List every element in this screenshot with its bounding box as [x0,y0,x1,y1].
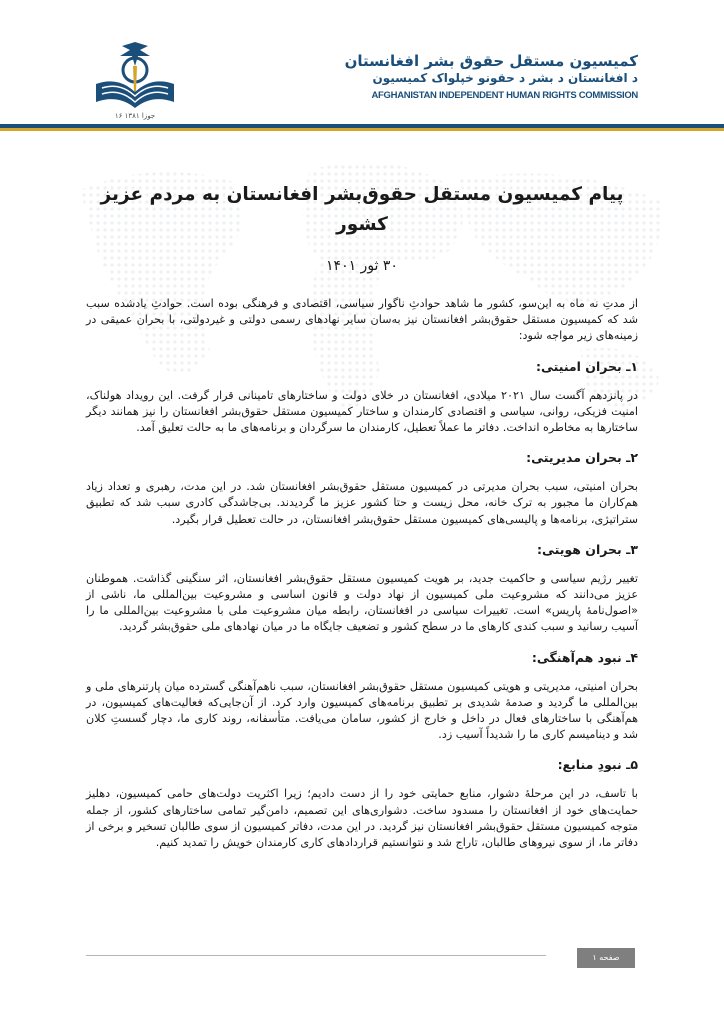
section-text-security: در پانزدهم آگست سال ۲۰۲۱ میلادی، افغانستان در خلای دولت و ساختارهای تامینانی قرار گرفت. این رویداد هولناک، امنیت فزیکی، روانی، سیاسی و اقتصادی کارمندان و ساختار کمیسیون مستقل حقوق‌بشر افغانستان را نیز همانند دیگر ساختارها به مخاطره انداخت. دفاتر ما عملاً تعطیل، کارمندان ما سرگردان و برنامه‌های ما به حالت تعلیق آمد. [86,388,638,435]
section-text-management: بحران امنیتی، سبب بحران مدیرتی در کمیسیون مستقل حقوق‌بشر افغانستان شد. در این مدت، رهبری و تعداد زیاد هم‌کاران ما مجبور به ترک خانه، محل زیست و حتا کشور عزیز ما گردیدند. بی‌جاشدگی کادری سبب شد که تطبیق ستراتیژی، برنامه‌ها و پالیسی‌های کمیسیون مستقل حقوق‌بشر افغانستان، در حالت تعطیل قرار بگیرد. [86,480,638,526]
org-name-english: AFGHANISTAN INDEPENDENT HUMAN RIGHTS COMMISSION [371,90,638,101]
page-number-badge: صفحه ۱ [577,948,635,968]
section-text-resources: با تاسف، در این مرحلهٔ دشوار، منابع حمایتی خود را از دست دادیم؛ زیرا اکثریت دولت‌های حامی کمیسیون، دهلیز حمایت‌های خود از افغانستان را مسدود ساخت. دشواری‌های این تصمیم، دامن‌گیر تمامی ساختارهای کشور، از جمله متوجه کمیسیون مستقل حقوق‌بشر افغانستان نیز گردید. در این مدت، دفاتر کمیسیون از سوی طالبان تسخیر و برخی از دفاتر ما، از سوی نیروهای طالبان، تاراج شد و نتوانستیم قراردادهای کاری کارمندان خویش را تمدید کنیم. [86,787,638,850]
letter-body [86,180,638,851]
intro-paragraph: از مدتِ نه ماه به این‌سو، کشور ما شاهد حوادثِ ناگوار سیاسی، اقتصادی و فرهنگی بوده است. حوادثِ یادشده سبب شد که کمیسیون مستقل حقوق‌بشر افغانستان نیز به‌سان سایر نهادهای رسمی دولتی و غیردولتی، با بحران عمیقی در زمینه‌های زیر مواجه شود: [86,297,638,343]
section-heading-resources: ۵ـ نبودِ منابع: [557,757,638,773]
logo-date: ۱۶ جوزا ۱۳۸۱ [114,112,156,120]
section-text-identity: تغییر رژیم سیاسی و حاکمیت جدید، بر هویت کمیسیون مستقل حقوق‌بشر افغانستان، اثر سنگینی گذاشت. هموطنان عزیز می‌دانند که مشروعیت ملی کمیسیون از نهاد دولت و قانون اساسی و مشروعیت بین‌المللی ما، ناشی از «اصول‌نامهٔ پاریس» است. تغییرات سیاسی در افغانستان، رابطه میان مشروعیت ملی با مشروعیت بین‌المللی ما را آسیب رسانید و سبب کندی کارهای ما در سطح کشور و تضعیف جایگاه ما در میان نهادهای ملی حقوق‌بشر گردید. [86,571,638,634]
commission-logo [88,36,182,116]
section-heading-coordination: ۴ـ نبود هم‌آهنگی: [531,649,638,665]
document-date: ۳۰ ثور ۱۴۰۱ [326,258,398,274]
section-heading-management: ۲ـ بحران مدیریتی: [526,450,638,466]
organization-name-block [345,52,638,101]
section-text-coordination: بحران امنیتی، مدیریتی و هویتی کمیسیون مستقل حقوق‌بشر افغانستان، سبب ناهم‌آهنگی گسترده میان پارتنرهای ملی و بین‌المللی ما گردید و صدمهٔ شدیدی بر تطبیق برنامه‌های کمیسیون وارد کرد. از آن‌جایی‌که فعالیت‌های کمیسیون، در هم‌آهنگی با ساختارهای فعال در داخل و خارج از کشور، سامان می‌یافت. متأسفانه، روند کاری ما، دچار گسستِ کلان شد و دینامیسم کاری ما را شدیداً آسیب زد. [86,679,638,742]
page-header [0,0,724,130]
section-heading-identity: ۳ـ بحران هویتی: [537,541,638,557]
document-title: پیام کمیسیون مستقل حقوق‌بشر افغانستان به مردم عزیز کشور [100,184,624,235]
org-name-pashto: د افغانستان د بشر د حقونو خپلواک کمیسیون [372,71,638,85]
org-name-dari: کمیسیون مستقل حقوق بشر افغانستان [344,52,638,70]
footer-divider [86,955,546,956]
section-heading-security: ۱ـ بحران امنیتی: [535,358,638,374]
header-band-gold [0,128,724,131]
